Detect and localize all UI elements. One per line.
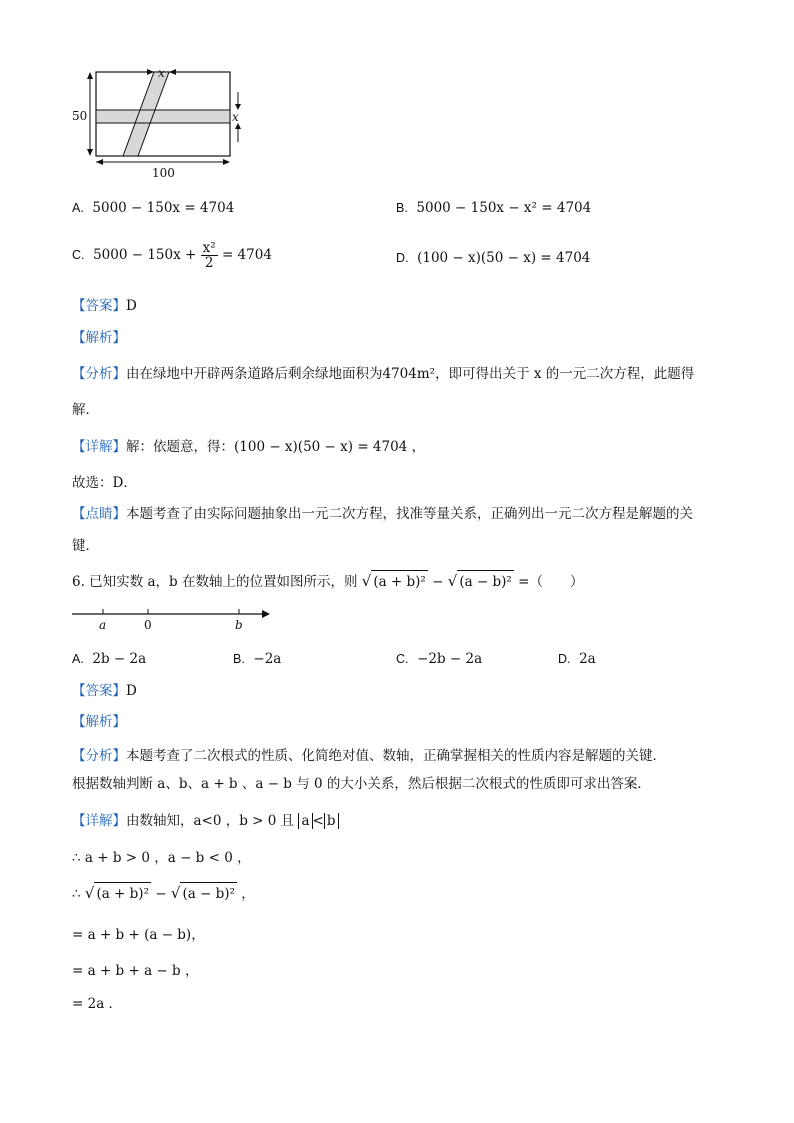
q6-fenxi-line1: 【分析】本题考查了二次根式的性质、化简绝对值、数轴，正确掌握相关的性质内容是解题的关键． [72, 748, 666, 764]
q6-option-d: D. 2a [558, 651, 596, 667]
q6-step4: = a + b + a − b ， [72, 963, 199, 979]
label-x-side: x [232, 110, 239, 124]
q5-fenxi-line1: 【分析】由在绿地中开辟两条道路后剩余绿地面积为4704m²，即可得出关于 x 的一元二次方程，此题得 [72, 366, 695, 382]
q6-option-b: B. −2a [233, 651, 282, 667]
label-width: 100 [152, 166, 175, 180]
q6-step1: ∴ a + b > 0 ，a − b < 0 ， [72, 850, 251, 866]
q5-option-b: B. 5000 − 150x − x² = 4704 [396, 200, 592, 216]
q6-step5: = 2a ． [72, 996, 123, 1012]
q5-comment-line2: 键． [72, 538, 99, 554]
sqrt-sign: √ [170, 884, 181, 902]
number-line [68, 604, 278, 634]
q5-option-c: C. 5000 − 150x + $\frac{\text{x²}}{2}$ = 4704 [72, 240, 272, 271]
q6-option-c: C. −2b − 2a [396, 651, 483, 667]
road-figure [66, 62, 256, 184]
q5-analysis-heading: 【解析】 [72, 330, 126, 346]
q5-detail: 【详解】解：依题意，得：(100 − x)(50 − x) = 4704 ， [72, 439, 426, 455]
q6-step3: = a + b + (a − b)， [72, 927, 205, 943]
axis-label-a: a [99, 618, 107, 632]
q6-detail: 【详解】由数轴知，a<0 ，b > 0 且 a < b [72, 811, 339, 831]
q5-fenxi-line2: 解． [72, 402, 99, 418]
q6-stem: 6. 已知实数 a，b 在数轴上的位置如图所示，则 √ (a + b)² − √ (a − b)² =（ ） [72, 570, 583, 593]
q5-choose: 故选：D． [72, 475, 137, 491]
horizontal-road [96, 110, 230, 123]
sqrt-sign: √ [447, 572, 458, 590]
q5-answer: 【答案】D [72, 298, 137, 314]
q5-comment-line1: 【点睛】本题考查了由实际问题抽象出一元二次方程，找准等量关系，正确列出一元二次方程是解题的关 [72, 506, 693, 522]
q6-analysis-heading: 【解析】 [72, 714, 126, 730]
q6-fenxi-line2: 根据数轴判断 a、b、a + b 、a − b 与 0 的大小关系，然后根据二次根式的性质即可求出答案． [72, 776, 651, 792]
fraction: $\frac{\text{x²}}{2}$ [202, 240, 216, 271]
q6-step2: ∴ √ (a + b)² − √ (a − b)² ， [72, 882, 255, 905]
q6-option-a: A. 2b − 2a [72, 651, 147, 667]
axis-label-0: 0 [144, 618, 152, 632]
q5-option-a: A. 5000 − 150x = 4704 [72, 200, 235, 216]
label-height: 50 [72, 109, 88, 123]
axis-label-b: b [235, 618, 243, 632]
sqrt-sign: √ [84, 884, 95, 902]
q5-option-d: D. (100 − x)(50 − x) = 4704 [396, 250, 591, 266]
label-x-top: x [158, 66, 165, 80]
q6-answer: 【答案】D [72, 683, 137, 699]
sqrt-sign: √ [361, 572, 372, 590]
